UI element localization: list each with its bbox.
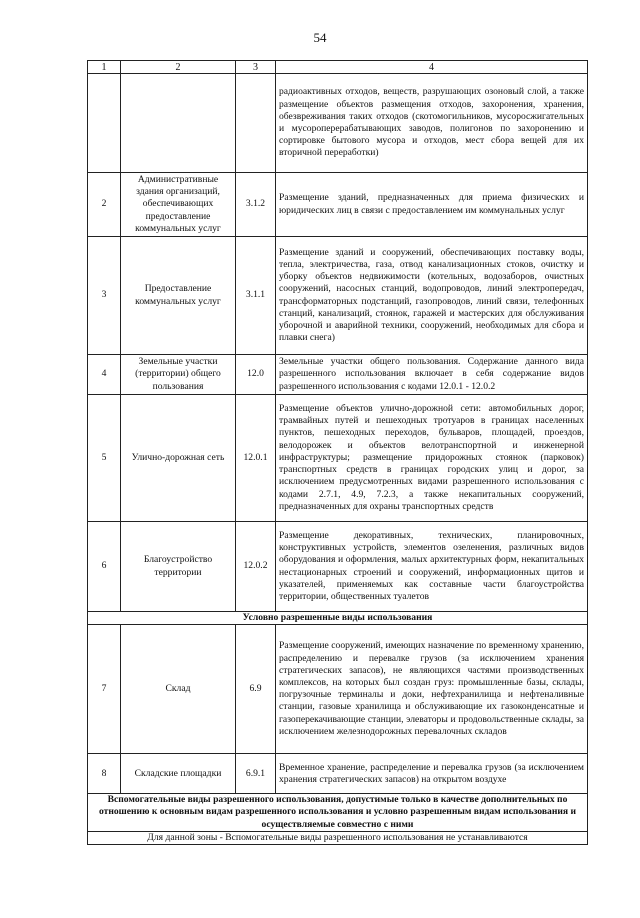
auxiliary-heading-row bbox=[88, 794, 588, 832]
page-number: 54 bbox=[313, 30, 327, 45]
header-col-2: 2 bbox=[121, 61, 236, 74]
header-col-4: 4 bbox=[276, 61, 588, 74]
table-row bbox=[88, 173, 588, 237]
row-description: радиоактивных отходов, веществ, разрушающих озоновый слой, а также размещение объектов размещения отходов, захоронения, хранения, обезвреживания таких отходов (скотомогильников, мусоросжигательных и мусороперерабатывающих заводов, полигонов по захоронению и сортировке бытового мусора и отходов, мест сбора вещей для их вторичной переработки) bbox=[276, 74, 588, 173]
row-number: 5 bbox=[88, 395, 121, 522]
row-number: 4 bbox=[88, 355, 121, 395]
row-name: Складские площадки bbox=[121, 754, 236, 794]
row-code: 12.0.2 bbox=[236, 522, 276, 612]
row-description: Размещение зданий, предназначенных для приема физических и юридических лиц в связи с предоставлением им коммунальных услуг bbox=[276, 173, 588, 237]
footer-note-row bbox=[88, 831, 588, 844]
table-row bbox=[88, 355, 588, 395]
header-col-3: 3 bbox=[236, 61, 276, 74]
header-row bbox=[88, 61, 588, 74]
table-row bbox=[88, 754, 588, 794]
row-code: 12.0.1 bbox=[236, 395, 276, 522]
row-name: Земельные участки (территории) общего пользования bbox=[121, 355, 236, 395]
header-col-1: 1 bbox=[88, 61, 121, 74]
row-description: Размещение сооружений, имеющих назначение по временному хранению, распределению и перевалке грузов (за исключением хранения стратегических запасов), не являющихся частями производственных комплексов, на которых был создан груз: промышленные базы, склады, погрузочные терминалы и доки, нефтехранилища и нефтеналивные станции, газовые хранилища и обслуживающие их газоконденсатные и газоперекачивающие станции, элеваторы и продовольственные склады, за исключением железнодорожных перевалочных складов bbox=[276, 625, 588, 754]
section-heading-row bbox=[88, 612, 588, 625]
table-row bbox=[88, 74, 588, 173]
row-description: Земельные участки общего пользования. Содержание данного вида разрешенного использования включает в себя содержание видов разрешенного использования с кодами 12.0.1 - 12.0.2 bbox=[276, 355, 588, 395]
row-number: 3 bbox=[88, 237, 121, 355]
table-row bbox=[88, 625, 588, 754]
row-code: 6.9 bbox=[236, 625, 276, 754]
table-row bbox=[88, 237, 588, 355]
row-description: Размещение зданий и сооружений, обеспечивающих поставку воды, тепла, электричества, газа, отвод канализационных стоков, очистку и уборку объектов недвижимости (котельных, водозаборов, очистных сооружений, насосных станций, водопроводов, линий электропередач, трансформаторных подстанций, газопроводов, линий связи, телефонных станций, канализаций, стоянок, гаражей и мастерских для обслуживания уборочной и аварийной техники, сооружений, необходимых для сбора и плавки снега) bbox=[276, 237, 588, 355]
row-name: Склад bbox=[121, 625, 236, 754]
row-code: 3.1.1 bbox=[236, 237, 276, 355]
row-number: 6 bbox=[88, 522, 121, 612]
row-code: 12.0 bbox=[236, 355, 276, 395]
row-code: 3.1.2 bbox=[236, 173, 276, 237]
row-description: Размещение объектов улично-дорожной сети: автомобильных дорог, трамвайных путей и пешеходных тротуаров в границах населенных пунктов, пешеходных переходов, бульваров, площадей, проездов, велодорожек и объектов велотранспортной и инженерной инфраструктуры; размещение придорожных стоянок (парковок) транспортных средств в границах городских улиц и дорог, за исключением предусмотренных видами разрешенного использования с кодами 2.7.1, 4.9, 7.2.3, а также некапитальных сооружений, предназначенных для охраны транспортных средств bbox=[276, 395, 588, 522]
row-description: Временное хранение, распределение и перевалка грузов (за исключением хранения стратегических запасов) на открытом воздухе bbox=[276, 754, 588, 794]
row-number: 7 bbox=[88, 625, 121, 754]
row-name: Административные здания организаций, обеспечивающих предоставление коммунальных услуг bbox=[121, 173, 236, 237]
footer-note: Для данной зоны - Вспомогательные виды разрешенного использования не устанавливаются bbox=[88, 831, 588, 844]
row-code: 6.9.1 bbox=[236, 754, 276, 794]
row-name: Благоустройство территории bbox=[121, 522, 236, 612]
section-heading-conditional: Условно разрешенные виды использования bbox=[88, 612, 588, 625]
row-number: 2 bbox=[88, 173, 121, 237]
row-name: Предоставление коммунальных услуг bbox=[121, 237, 236, 355]
table-row bbox=[88, 522, 588, 612]
row-name: Улично-дорожная сеть bbox=[121, 395, 236, 522]
land-use-table bbox=[87, 60, 588, 845]
row-number: 8 bbox=[88, 754, 121, 794]
table-row bbox=[88, 395, 588, 522]
auxiliary-heading: Вспомогательные виды разрешенного использования, допустимые только в качестве дополнительных по отношению к основным видам разрешенного использования и условно разрешенным видам использования и осуществляемые совместно с ними bbox=[88, 794, 588, 832]
row-description: Размещение декоративных, технических, планировочных, конструктивных устройств, элементов озеленения, различных видов оборудования и оформления, малых архитектурных форм, некапитальных нестационарных строений и сооружений, информационных щитов и указателей, применяемых как составные части благоустройства территории, общественных туалетов bbox=[276, 522, 588, 612]
